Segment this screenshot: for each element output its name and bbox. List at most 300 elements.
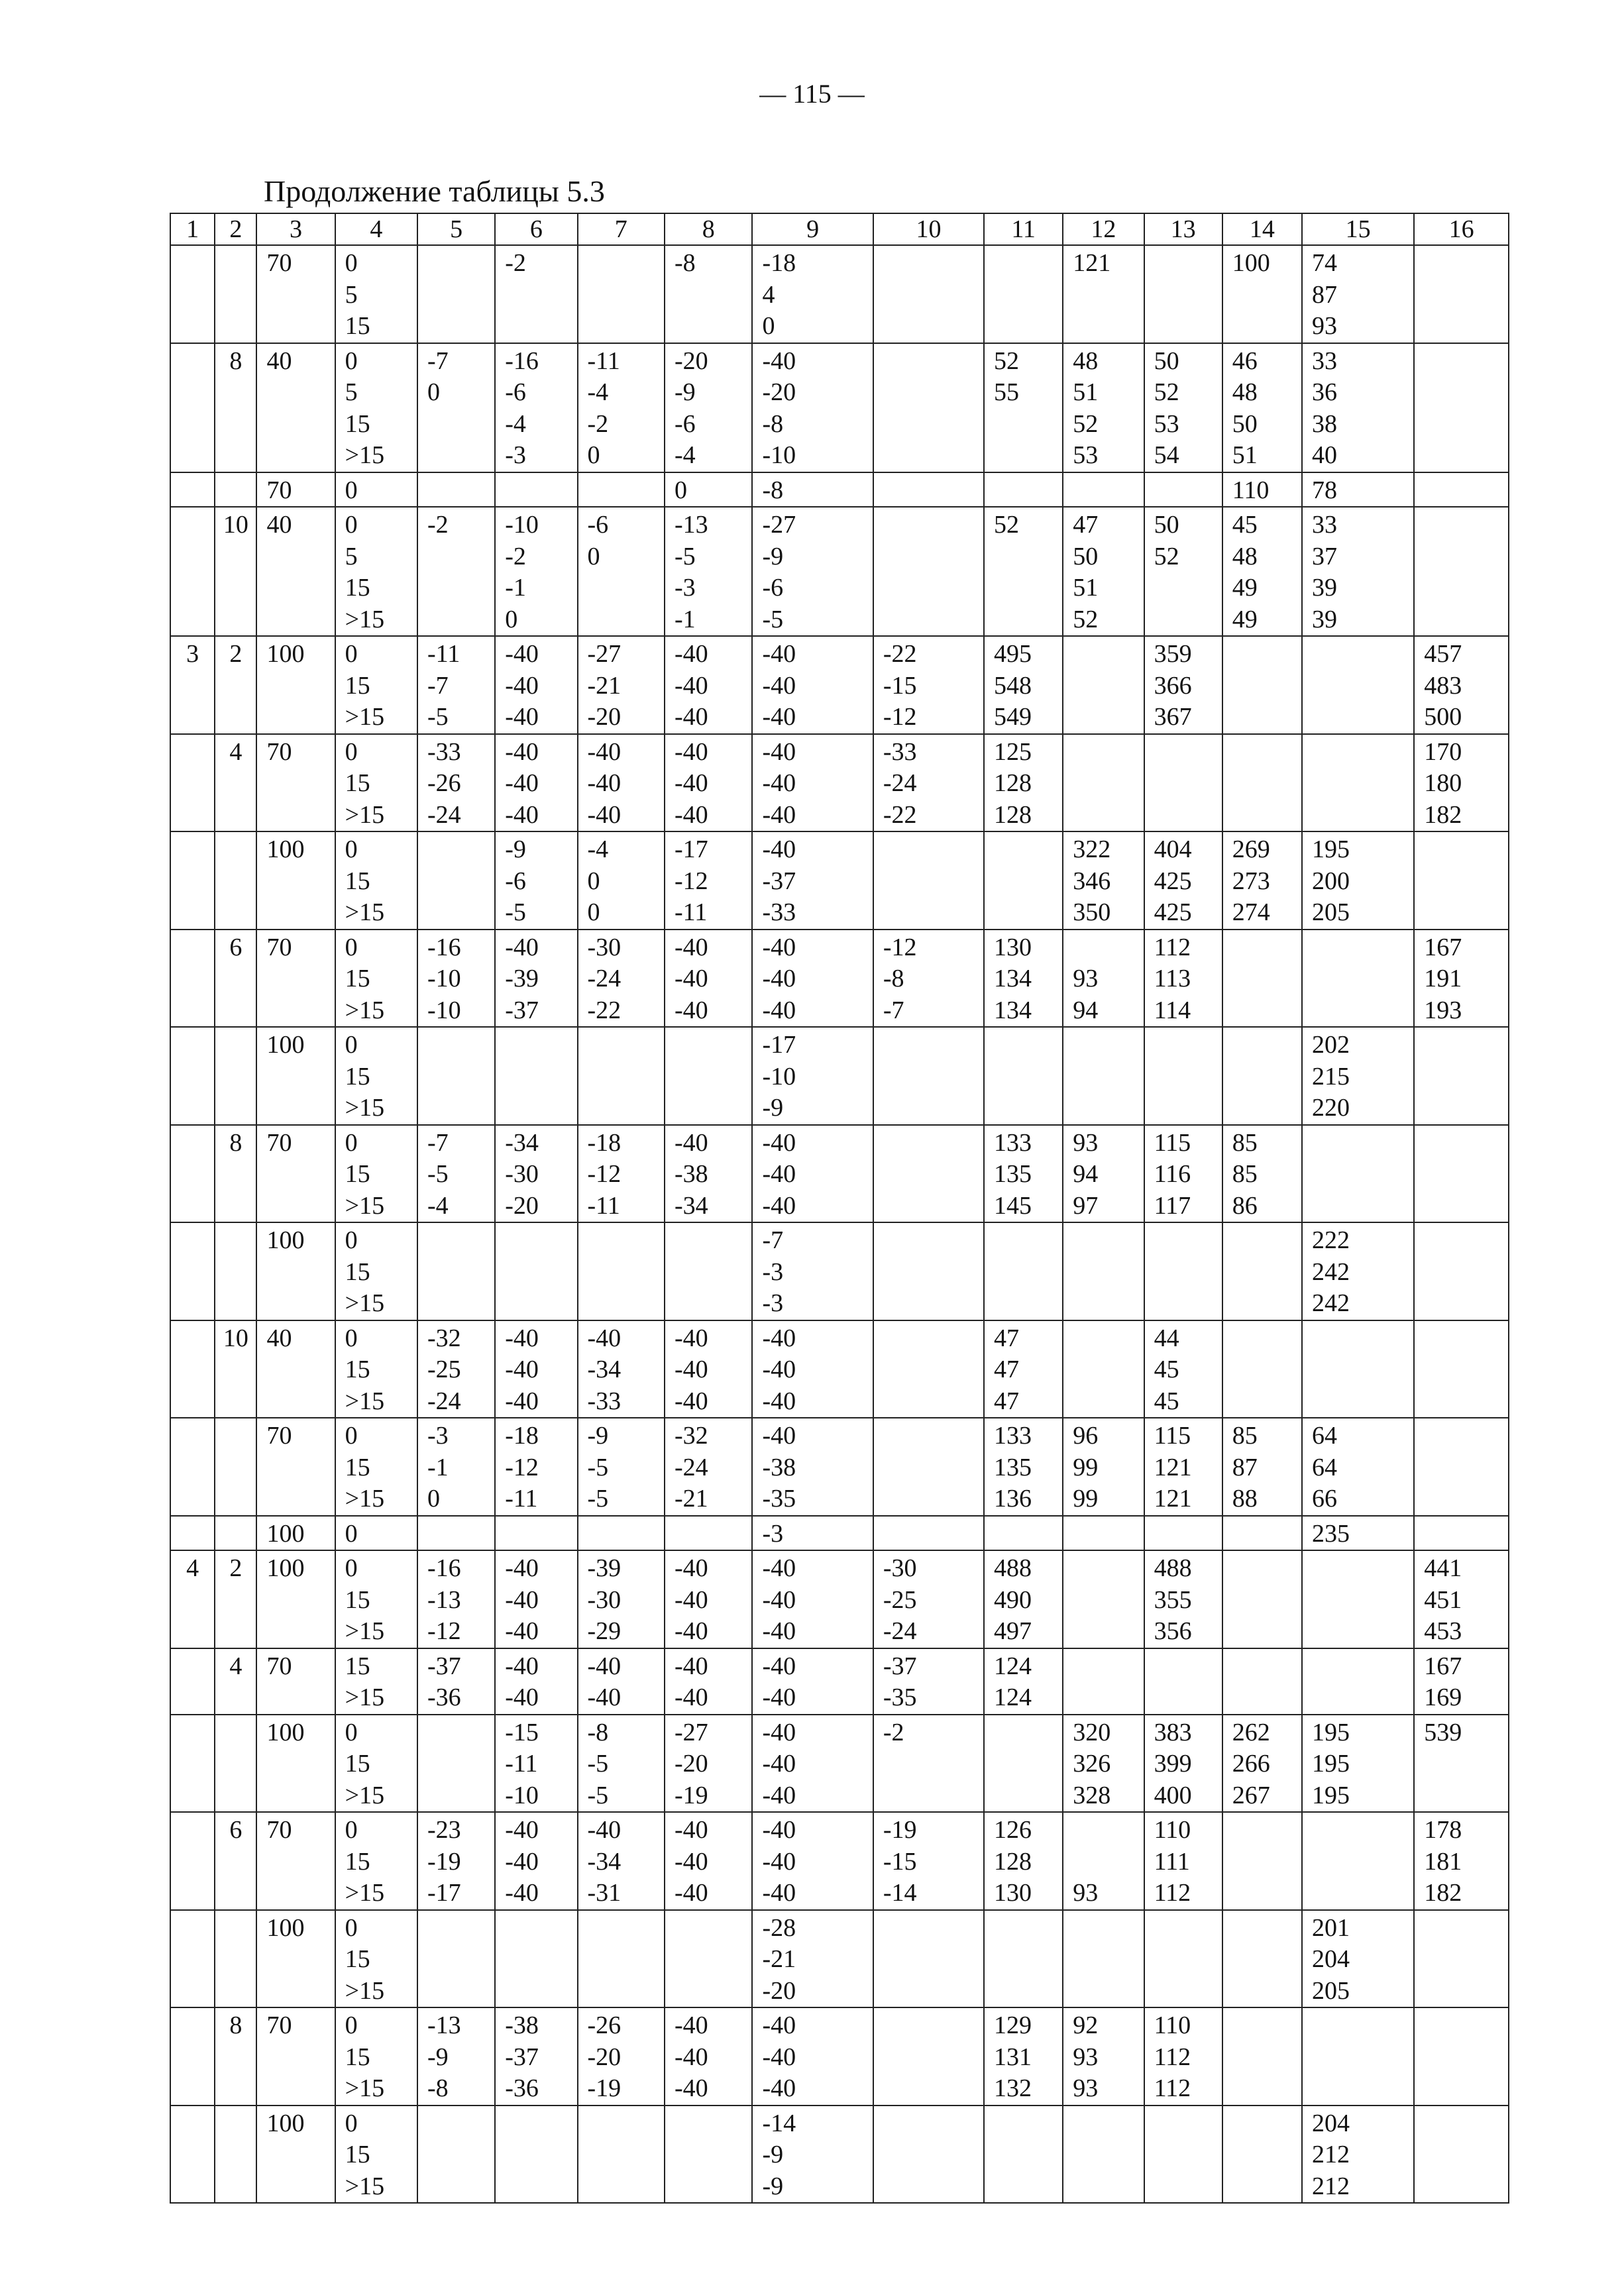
value-line: -40: [674, 1554, 708, 1582]
value-line: 49: [1232, 574, 1258, 602]
value-line: 15: [345, 1585, 370, 1614]
col6-cell: [495, 1812, 577, 1910]
value-line: 366: [1154, 671, 1192, 700]
col9-cell: [752, 1222, 873, 1320]
value-line: -17: [762, 1031, 796, 1059]
value-line: 500: [1424, 703, 1462, 731]
col13-cell: [1144, 1812, 1222, 1910]
value-line: [994, 866, 1062, 898]
col1-cell: [170, 2106, 215, 2204]
col3-cell: 70: [256, 1648, 335, 1715]
value-line: 52: [1154, 378, 1179, 406]
value-line: -2: [883, 1718, 904, 1746]
value-line: [883, 1420, 983, 1452]
value-line: 50: [1154, 511, 1179, 539]
col14-cell: [1222, 1418, 1302, 1516]
value-line: -40: [762, 1718, 796, 1746]
value-line: [883, 834, 983, 866]
col1-cell: [170, 734, 215, 832]
value-line: 99: [1073, 1485, 1099, 1513]
value-line: 66: [1312, 1485, 1338, 1513]
col14-cell: [1222, 636, 1302, 734]
value-line: [1073, 1616, 1143, 1648]
col12-cell: [1063, 1812, 1144, 1910]
col9-cell: [752, 1715, 873, 1813]
col16-cell: [1414, 636, 1509, 734]
col11-cell: [984, 930, 1063, 1028]
value-line: -40: [674, 769, 708, 797]
col10-cell: [873, 1320, 984, 1418]
value-line: 45: [1232, 511, 1258, 539]
col11-cell: [984, 1418, 1063, 1516]
value-line: [1312, 737, 1413, 769]
value-line: >15: [345, 1485, 385, 1513]
col12-cell: [1063, 831, 1144, 930]
value-line: -27: [674, 1718, 708, 1746]
col12-cell: [1063, 1320, 1144, 1418]
value-line: [505, 1288, 576, 1320]
value-line: [1154, 1519, 1222, 1550]
value-line: 204: [1312, 2109, 1350, 2137]
value-line: -40: [762, 1617, 796, 1645]
value-line: -30: [587, 1585, 622, 1614]
value-line: [1232, 1585, 1301, 1617]
col7-cell: [578, 734, 665, 832]
value-line: [427, 897, 494, 929]
value-line: 133: [994, 1422, 1032, 1450]
value-line: [883, 509, 983, 541]
col15-cell: [1302, 1418, 1414, 1516]
value-line: [1424, 2073, 1508, 2105]
header-cell: 9: [752, 213, 873, 245]
col4-cell: [335, 472, 417, 507]
value-line: 51: [1073, 378, 1099, 406]
value-line: 383: [1154, 1718, 1192, 1746]
group-row: [170, 1550, 1509, 1648]
value-line: [1312, 963, 1413, 995]
col7-cell: [578, 636, 665, 734]
value-line: -8: [587, 1718, 609, 1746]
col6-cell: [495, 507, 577, 636]
col5-cell: [417, 1648, 495, 1715]
col1-cell: [170, 930, 215, 1028]
col14-cell: [1222, 930, 1302, 1028]
col12-cell: [1063, 2007, 1144, 2106]
value-line: [675, 1976, 751, 2007]
value-line: [427, 1030, 494, 1061]
value-line: [1424, 541, 1508, 573]
value-line: 93: [1312, 312, 1338, 340]
col2-cell: 6: [215, 930, 256, 1028]
col6-cell: [495, 1125, 577, 1223]
value-line: -40: [762, 1683, 796, 1711]
value-line: [1424, 1225, 1508, 1257]
value-line: 36: [1312, 378, 1338, 406]
col14-cell: [1222, 1812, 1302, 1910]
value-line: 37: [1312, 542, 1338, 570]
value-line: 99: [1073, 1453, 1099, 1481]
col9-cell: [752, 245, 873, 343]
header-cell: 2: [215, 213, 256, 245]
col5-cell: [417, 343, 495, 472]
col10-cell: [873, 2007, 984, 2106]
value-line: 0: [345, 1718, 358, 1746]
value-line: [1424, 1483, 1508, 1515]
value-line: -40: [505, 1847, 539, 1876]
value-line: -5: [427, 1160, 449, 1188]
value-line: [427, 1748, 494, 1780]
value-line: [505, 1944, 576, 1976]
value-line: 116: [1154, 1160, 1191, 1188]
col10-cell: [873, 1418, 984, 1516]
value-line: [1424, 1128, 1508, 1159]
value-line: -11: [674, 898, 708, 926]
col4-cell: [335, 343, 417, 472]
value-line: [505, 2139, 576, 2171]
value-line: 15: [345, 1257, 370, 1286]
col10-cell: [873, 1222, 984, 1320]
value-line: -38: [505, 2011, 539, 2039]
value-line: 121: [1154, 1485, 1192, 1513]
value-line: 87: [1232, 1453, 1258, 1481]
col11-cell: [984, 1320, 1063, 1418]
col10-cell: [873, 734, 984, 832]
value-line: -8: [762, 409, 784, 438]
value-line: 33: [1312, 347, 1338, 375]
value-line: 135: [994, 1160, 1032, 1188]
value-line: -40: [674, 1324, 708, 1352]
col14-cell: [1222, 472, 1302, 507]
value-line: 490: [994, 1585, 1032, 1614]
col13-cell: [1144, 1715, 1222, 1813]
value-line: [883, 2010, 983, 2042]
group-row: [170, 1910, 1509, 2008]
value-line: [427, 248, 494, 280]
col13-cell: [1144, 831, 1222, 930]
value-line: 44: [1154, 1324, 1179, 1352]
col13-cell: [1144, 2106, 1222, 2204]
col11-cell: [984, 1812, 1063, 1910]
value-line: -40: [505, 640, 539, 668]
value-line: [1424, 1191, 1508, 1222]
value-line: 78: [1312, 476, 1338, 504]
value-line: [1312, 2042, 1413, 2074]
value-line: [675, 1225, 751, 1257]
value-line: 130: [994, 933, 1032, 961]
value-line: [1154, 572, 1222, 604]
col9-cell: [752, 1550, 873, 1648]
col4-cell: [335, 1715, 417, 1813]
value-line: [994, 1030, 1062, 1061]
value-line: -2: [587, 409, 609, 438]
value-line: [883, 2171, 983, 2203]
col11-cell: [984, 1222, 1063, 1320]
value-line: 112: [1154, 933, 1191, 961]
value-line: [1232, 1225, 1301, 1257]
col8-cell: [665, 1320, 752, 1418]
value-line: 0: [762, 312, 775, 340]
value-line: 112: [1154, 2074, 1191, 2102]
col3-cell: 100: [256, 1027, 335, 1125]
col6-cell: [495, 472, 577, 507]
value-line: [1154, 475, 1222, 507]
value-line: [883, 604, 983, 636]
col8-cell: [665, 472, 752, 507]
value-line: -40: [762, 2074, 796, 2102]
value-line: [1232, 1061, 1301, 1093]
value-line: 0: [427, 1485, 440, 1513]
col2-cell: 4: [215, 734, 256, 832]
col4-cell: [335, 1418, 417, 1516]
data-table: [170, 213, 1509, 2204]
value-line: -40: [762, 671, 796, 700]
col2-cell: [215, 472, 256, 507]
group-row: [170, 930, 1509, 1028]
value-line: [1424, 1030, 1508, 1061]
value-line: 50: [1232, 409, 1258, 438]
value-line: -19: [587, 2074, 622, 2102]
value-line: 548: [994, 671, 1032, 700]
header-cell: 5: [417, 213, 495, 245]
value-line: 0: [345, 1128, 358, 1157]
value-line: 125: [994, 737, 1032, 766]
col8-cell: [665, 1550, 752, 1648]
value-line: -28: [762, 1913, 796, 1942]
col13-cell: [1144, 2007, 1222, 2106]
value-line: 0: [587, 542, 600, 570]
value-line: -40: [762, 1324, 796, 1352]
value-line: [1073, 1913, 1143, 1945]
value-line: [1073, 1651, 1143, 1683]
col14-cell: [1222, 1910, 1302, 2008]
value-line: [505, 2108, 576, 2140]
value-line: 15: [345, 312, 370, 340]
value-line: [994, 2108, 1062, 2140]
value-line: [994, 1780, 1062, 1812]
value-line: [1073, 475, 1143, 507]
value-line: 110: [1154, 1816, 1191, 1844]
value-line: -6: [587, 511, 609, 539]
value-line: 100: [1232, 249, 1270, 277]
value-line: [1232, 2073, 1301, 2105]
value-line: 0: [345, 1816, 358, 1844]
col3-cell: 70: [256, 472, 335, 507]
header-cell: 14: [1222, 213, 1302, 245]
value-line: -5: [505, 898, 526, 926]
col2-cell: 10: [215, 1320, 256, 1418]
value-line: 0: [345, 737, 358, 766]
value-line: 320: [1073, 1718, 1111, 1746]
value-line: 85: [1232, 1422, 1258, 1450]
col1-cell: [170, 831, 215, 930]
value-line: -40: [505, 1652, 539, 1680]
value-line: -35: [883, 1683, 917, 1711]
col1-cell: [170, 245, 215, 343]
value-line: [427, 604, 494, 636]
value-line: -5: [587, 1750, 609, 1778]
value-line: -40: [762, 703, 796, 731]
value-line: [1154, 1944, 1222, 1976]
value-line: 0: [345, 476, 358, 504]
value-line: [1312, 1815, 1413, 1846]
value-line: [883, 1288, 983, 1320]
value-line: 94: [1073, 996, 1099, 1024]
value-line: [1232, 2171, 1301, 2203]
value-line: -9: [674, 378, 696, 406]
col4-cell: [335, 1910, 417, 2008]
value-line: 497: [994, 1617, 1032, 1645]
value-line: 0: [345, 1324, 358, 1352]
col5-cell: [417, 245, 495, 343]
value-line: [994, 604, 1062, 636]
value-line: 134: [994, 996, 1032, 1024]
value-line: -9: [587, 1422, 609, 1450]
value-line: [883, 377, 983, 409]
value-line: 367: [1154, 703, 1192, 731]
value-line: [1232, 932, 1301, 964]
value-line: [994, 440, 1062, 472]
value-line: -40: [505, 800, 539, 829]
value-line: [505, 2171, 576, 2203]
value-line: -19: [883, 1816, 917, 1844]
value-line: 45: [1154, 1356, 1179, 1383]
value-line: -34: [587, 1356, 622, 1383]
value-line: -24: [883, 769, 917, 797]
value-line: [1232, 737, 1301, 769]
value-line: [1154, 1288, 1222, 1320]
value-line: 15: [345, 671, 370, 700]
col8-cell: [665, 2106, 752, 2204]
col14-cell: [1222, 1222, 1302, 1320]
value-line: [883, 2042, 983, 2074]
col11-cell: [984, 1648, 1063, 1715]
value-line: -14: [762, 2109, 796, 2137]
value-line: -13: [427, 2011, 461, 2039]
col1-cell: [170, 1125, 215, 1223]
value-line: [427, 1976, 494, 2007]
value-line: [1424, 604, 1508, 636]
col16-cell: [1414, 831, 1509, 930]
value-line: -40: [674, 671, 708, 700]
value-line: 49: [1232, 605, 1258, 633]
value-line: 93: [1073, 965, 1099, 992]
value-line: [1312, 1846, 1413, 1878]
value-line: 47: [994, 1356, 1020, 1383]
value-line: [1312, 2073, 1413, 2105]
value-line: [1073, 702, 1143, 733]
value-line: [1073, 737, 1143, 769]
value-line: [1312, 768, 1413, 800]
value-line: -4: [587, 835, 609, 863]
value-line: [883, 1944, 983, 1976]
value-line: -3: [762, 1257, 784, 1286]
value-line: -40: [505, 671, 539, 700]
col1-cell: [170, 1418, 215, 1516]
value-line: -3: [505, 441, 526, 469]
value-line: [675, 280, 751, 311]
value-line: -27: [762, 511, 796, 539]
value-line: [883, 1061, 983, 1093]
value-line: 52: [994, 347, 1020, 375]
value-line: [588, 1061, 664, 1093]
value-line: 274: [1232, 898, 1270, 926]
value-line: [1424, 509, 1508, 541]
value-line: [1073, 1815, 1143, 1846]
value-line: >15: [345, 996, 385, 1024]
value-line: 96: [1073, 1422, 1099, 1450]
value-line: [1232, 1878, 1301, 1909]
col8-cell: [665, 1648, 752, 1715]
col3-cell: 70: [256, 1812, 335, 1910]
col1-cell: [170, 343, 215, 472]
value-line: [675, 2171, 751, 2203]
value-line: -27: [587, 640, 622, 668]
value-line: >15: [345, 441, 385, 469]
value-line: -25: [883, 1585, 917, 1614]
value-line: 322: [1073, 835, 1111, 863]
col14-cell: [1222, 343, 1302, 472]
value-line: 52: [1073, 409, 1099, 438]
value-line: 47: [994, 1324, 1020, 1352]
col6-cell: [495, 930, 577, 1028]
value-line: 0: [345, 1226, 358, 1254]
value-line: 117: [1154, 1191, 1191, 1220]
value-line: [1424, 409, 1508, 441]
value-line: [1312, 1159, 1413, 1191]
col7-cell: [578, 343, 665, 472]
value-line: [883, 1128, 983, 1159]
value-line: -40: [674, 1847, 708, 1876]
value-line: [675, 1519, 751, 1550]
col12-cell: [1063, 343, 1144, 472]
value-line: [427, 1257, 494, 1289]
value-line: 167: [1424, 1652, 1462, 1680]
col7-cell: [578, 1222, 665, 1320]
value-line: 5: [345, 542, 358, 570]
col14-cell: [1222, 2106, 1302, 2204]
value-line: 85: [1232, 1160, 1258, 1188]
value-line: 55: [994, 378, 1020, 406]
value-line: [1232, 2108, 1301, 2140]
col10-cell: [873, 1812, 984, 1910]
value-line: [1424, 1354, 1508, 1386]
value-line: -9: [427, 2043, 449, 2071]
col9-cell: [752, 930, 873, 1028]
value-line: -40: [674, 1816, 708, 1844]
col5-cell: [417, 507, 495, 636]
value-line: 0: [345, 1554, 358, 1582]
value-line: -40: [762, 737, 796, 766]
value-line: -22: [587, 996, 622, 1024]
value-line: -33: [427, 737, 461, 766]
value-line: [505, 1061, 576, 1093]
value-line: -9: [762, 2141, 784, 2168]
value-line: -3: [762, 1519, 784, 1548]
col10-cell: [873, 1648, 984, 1715]
value-line: -37: [505, 2043, 539, 2071]
value-line: [1232, 280, 1301, 311]
col3-cell: 100: [256, 1550, 335, 1648]
value-line: -20: [505, 1191, 539, 1220]
col5-cell: [417, 636, 495, 734]
value-line: [1073, 1354, 1143, 1386]
value-line: -4: [587, 378, 609, 406]
value-line: [1312, 670, 1413, 702]
col1-cell: 4: [170, 1550, 215, 1648]
col15-cell: [1302, 2106, 1414, 2204]
value-line: -21: [762, 1945, 796, 1973]
value-line: >15: [345, 605, 385, 633]
